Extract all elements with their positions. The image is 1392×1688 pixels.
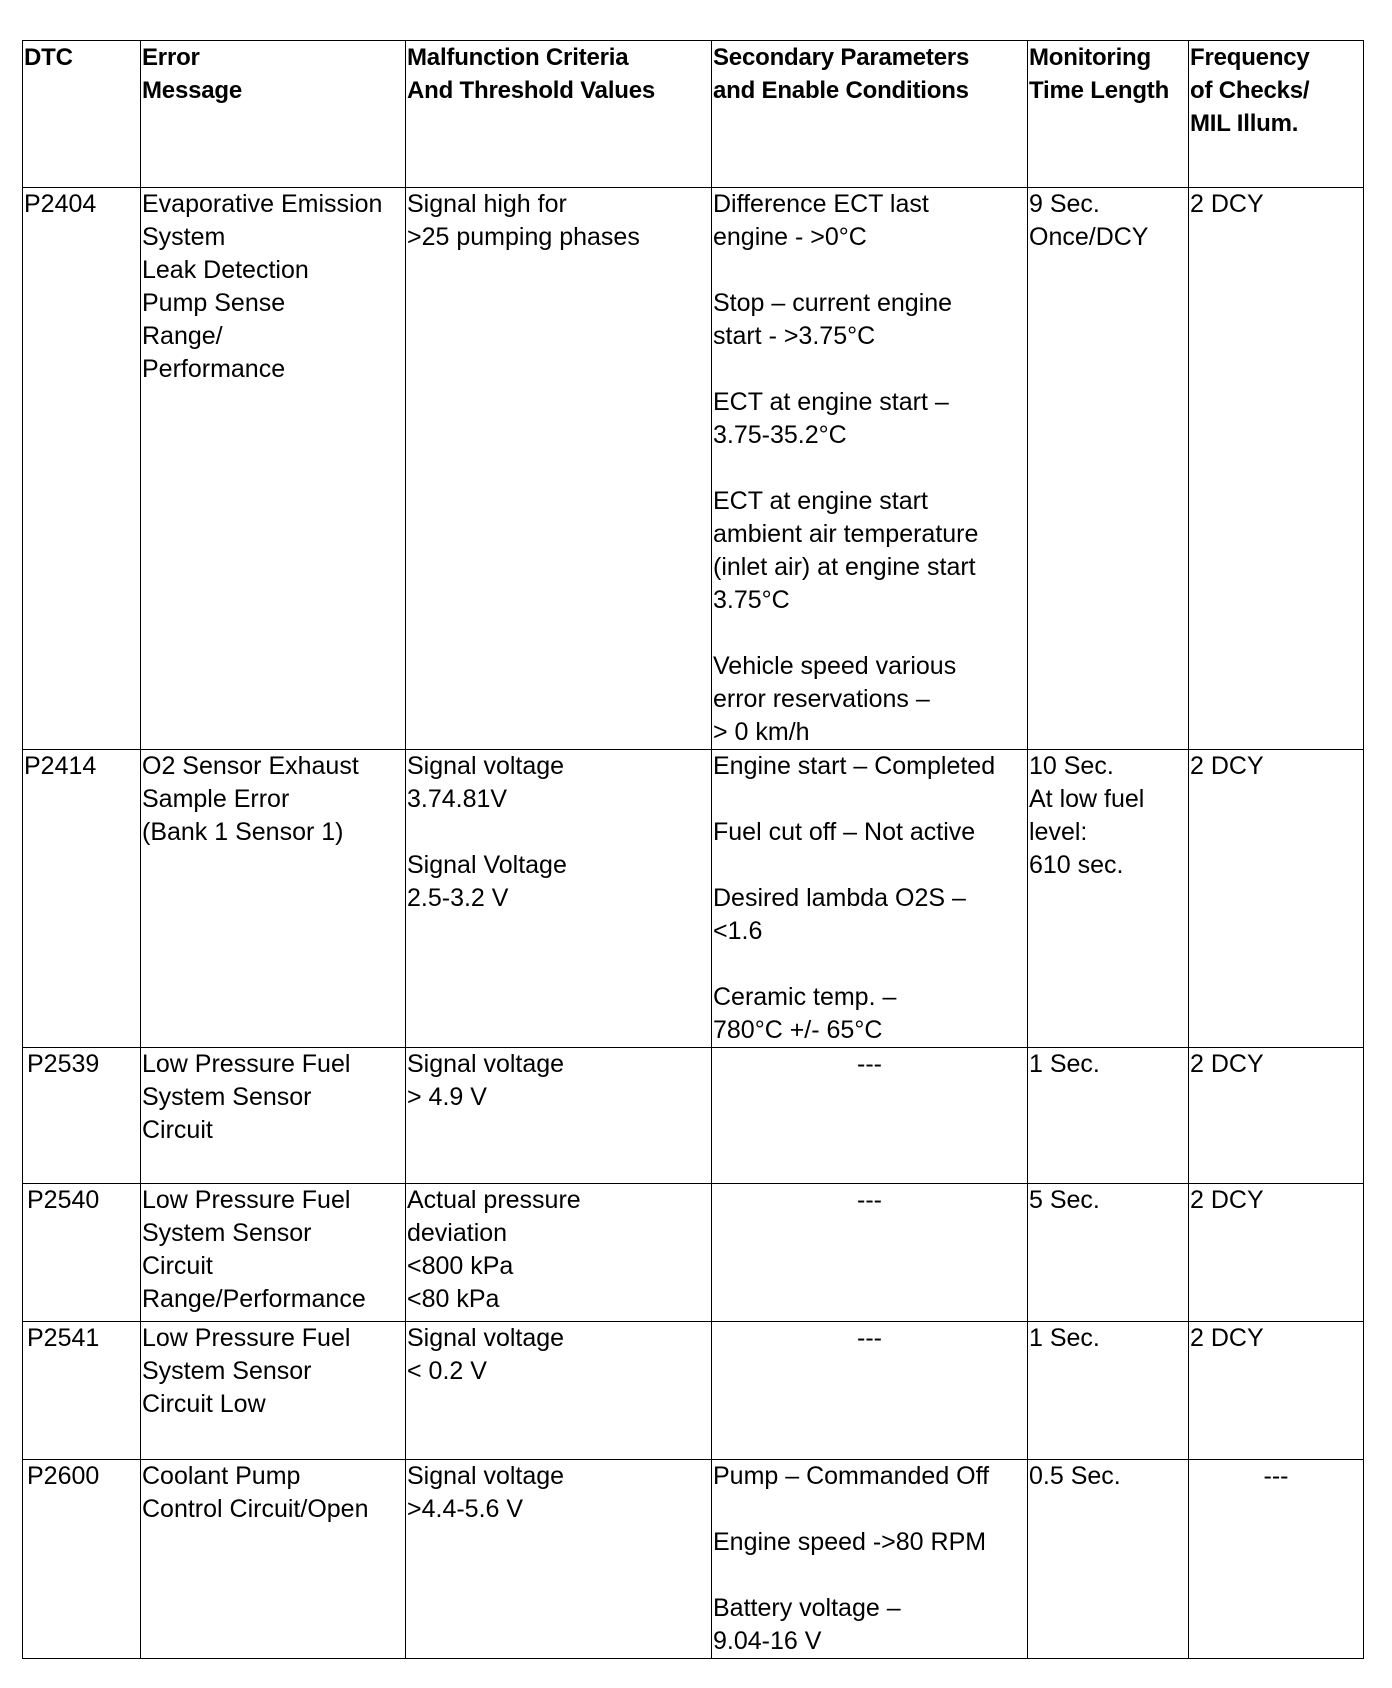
dtc-table <box>22 40 1364 1659</box>
dtc-code: P2540 <box>23 1184 141 1322</box>
header-monitoring-time: Monitoring Time Length <box>1028 41 1189 188</box>
secondary-cell: Difference ECT last engine - >0°C Stop – current engine start - >3.75°C ECT at engine start – 3.75-35.2°C ECT at engine start ambient air temperature (inlet air) at engine start 3.75°C Vehicle speed various error reservations – > 0 km/h <box>712 188 1028 750</box>
secondary-cell: --- <box>712 1048 1028 1184</box>
monitoring-cell: 10 Sec. At low fuel level: 610 sec. <box>1028 750 1189 1048</box>
secondary-cell: Pump – Commanded Off Engine speed ->80 RPM Battery voltage – 9.04-16 V <box>712 1460 1028 1659</box>
malfunction-cell: Signal voltage >4.4-5.6 V <box>406 1460 712 1659</box>
monitoring-cell: 1 Sec. <box>1028 1048 1189 1184</box>
frequency-cell: 2 DCY <box>1189 1048 1364 1184</box>
header-row <box>23 41 1364 188</box>
monitoring-cell: 5 Sec. <box>1028 1184 1189 1322</box>
secondary-cell: Engine start – Completed Fuel cut off – Not active Desired lambda O2S – <1.6 Ceramic temp. – 780°C +/- 65°C <box>712 750 1028 1048</box>
frequency-cell: 2 DCY <box>1189 1184 1364 1322</box>
monitoring-cell: 9 Sec. Once/DCY <box>1028 188 1189 750</box>
frequency-cell: 2 DCY <box>1189 1322 1364 1460</box>
error-message-cell: Low Pressure Fuel System Sensor Circuit Range/Performance <box>141 1184 406 1322</box>
table-row <box>23 1322 1364 1460</box>
frequency-cell: 2 DCY <box>1189 188 1364 750</box>
secondary-cell: --- <box>712 1184 1028 1322</box>
dtc-code: P2404 <box>23 188 141 750</box>
secondary-cell: --- <box>712 1322 1028 1460</box>
table-row <box>23 1460 1364 1659</box>
dtc-code: P2541 <box>23 1322 141 1460</box>
malfunction-cell: Signal voltage > 4.9 V <box>406 1048 712 1184</box>
monitoring-cell: 1 Sec. <box>1028 1322 1189 1460</box>
dtc-code: P2600 <box>23 1460 141 1659</box>
table-row <box>23 1184 1364 1322</box>
dtc-code: P2539 <box>23 1048 141 1184</box>
malfunction-cell: Signal voltage 3.74.81V Signal Voltage 2.5-3.2 V <box>406 750 712 1048</box>
header-secondary-parameters: Secondary Parameters and Enable Conditions <box>712 41 1028 188</box>
header-error-message: Error Message <box>141 41 406 188</box>
malfunction-cell: Signal voltage < 0.2 V <box>406 1322 712 1460</box>
header-dtc: DTC <box>23 41 141 188</box>
error-message-cell: O2 Sensor Exhaust Sample Error (Bank 1 Sensor 1) <box>141 750 406 1048</box>
table-row <box>23 1048 1364 1184</box>
frequency-cell: --- <box>1189 1460 1364 1659</box>
error-message-cell: Low Pressure Fuel System Sensor Circuit Low <box>141 1322 406 1460</box>
error-message-cell: Low Pressure Fuel System Sensor Circuit <box>141 1048 406 1184</box>
error-message-cell: Evaporative Emission System Leak Detection Pump Sense Range/ Performance <box>141 188 406 750</box>
malfunction-cell: Actual pressure deviation <800 kPa <80 kPa <box>406 1184 712 1322</box>
frequency-cell: 2 DCY <box>1189 750 1364 1048</box>
malfunction-cell: Signal high for >25 pumping phases <box>406 188 712 750</box>
error-message-cell: Coolant Pump Control Circuit/Open <box>141 1460 406 1659</box>
dtc-code: P2414 <box>23 750 141 1048</box>
header-malfunction-criteria: Malfunction Criteria And Threshold Values <box>406 41 712 188</box>
header-frequency: Frequency of Checks/ MIL Illum. <box>1189 41 1364 188</box>
table-row <box>23 750 1364 1048</box>
table-row <box>23 188 1364 750</box>
monitoring-cell: 0.5 Sec. <box>1028 1460 1189 1659</box>
